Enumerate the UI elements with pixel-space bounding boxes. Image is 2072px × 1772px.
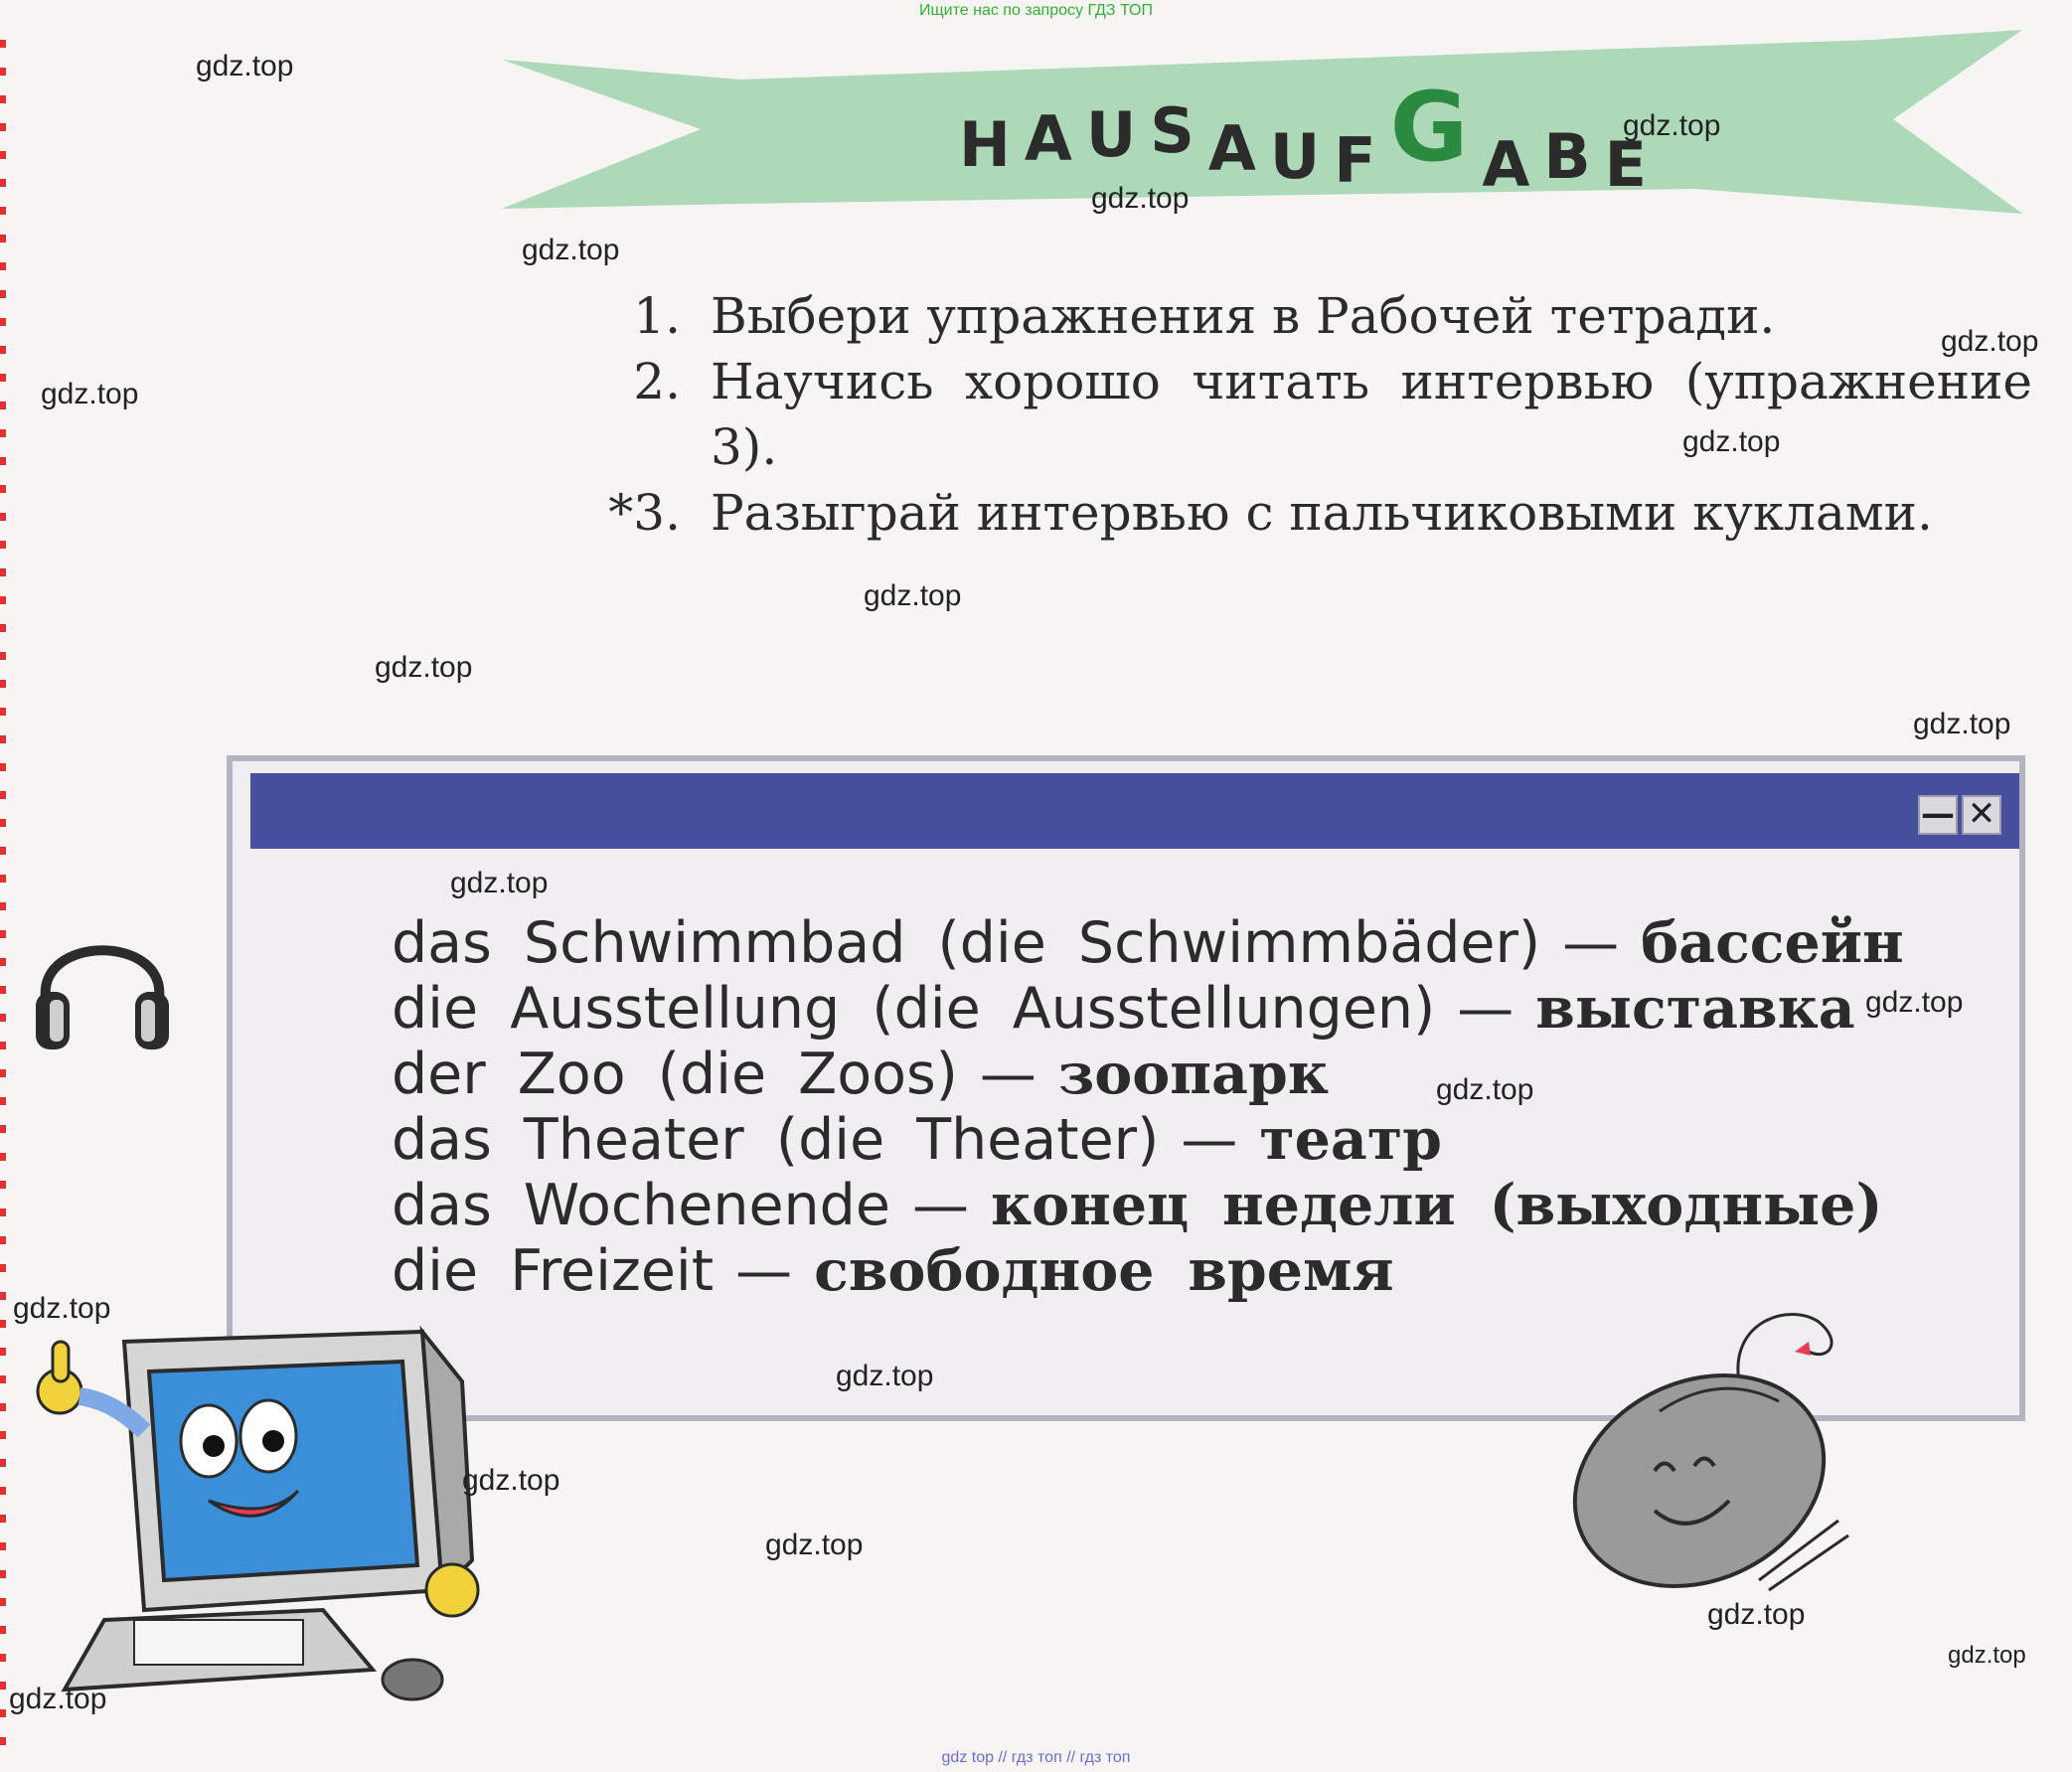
vocab-dash: — (735, 1238, 793, 1304)
watermark: gdz.top (1941, 325, 2039, 358)
watermark: gdz.top (864, 579, 962, 612)
vocab-russian: зоопарк (1057, 1041, 1329, 1107)
task-item (542, 480, 2032, 546)
headphones-icon (28, 904, 177, 1053)
watermark: gdz.top (1623, 109, 1721, 142)
vocab-row (392, 910, 1982, 976)
minimize-icon[interactable]: — (1918, 795, 1958, 835)
watermark: gdz.top (196, 50, 294, 82)
task-text: Научись хорошо читать интервью (упражнение 3). (711, 353, 2032, 476)
vocab-dash: — (911, 1173, 969, 1238)
watermark: gdz.top (1436, 1073, 1534, 1106)
vocab-dash: — (979, 1042, 1036, 1107)
vocab-german: die Ausstellung (die Ausstellungen) (392, 976, 1436, 1042)
task-item (542, 283, 2032, 349)
vocab-russian: конец недели (выходные) (990, 1172, 1883, 1238)
watermark: gdz.top (1682, 425, 1781, 458)
vocab-russian: свободное время (814, 1237, 1394, 1304)
watermark: gdz.top (462, 1464, 560, 1497)
watermark: gdz.top (450, 867, 549, 899)
vocab-row (392, 1107, 1982, 1173)
vocab-dash: — (1562, 910, 1620, 976)
watermark: gdz.top (41, 378, 139, 410)
vocabulary-list (392, 910, 1982, 1304)
page-title-hausaufgabe: HAUSAUFGABE (959, 72, 1661, 201)
bleed-through (0, 318, 15, 380)
vocab-row (392, 1042, 1982, 1107)
watermark: gdz.top (1091, 182, 1190, 215)
vocab-russian: театр (1259, 1106, 1443, 1173)
window-titlebar (250, 773, 2019, 849)
task-text: Разыграй интервью с пальчиковыми куклами. (711, 484, 1933, 542)
vocab-russian: выставка (1535, 975, 1855, 1042)
margin-dots (0, 40, 6, 1749)
close-icon[interactable]: ✕ (1962, 795, 2001, 835)
mouse-mascot (1560, 1282, 1888, 1620)
vocab-german: der Zoo (die Zoos) (392, 1042, 958, 1107)
watermark: gdz.top (1865, 986, 1964, 1019)
vocab-row (392, 1173, 1982, 1238)
watermark: gdz.top (375, 651, 473, 684)
vocab-dash: — (1181, 1107, 1238, 1173)
task-number: 1. (633, 287, 681, 345)
homework-tasks (542, 283, 2032, 546)
vocab-dash: — (1457, 976, 1514, 1042)
watermark: gdz.top (765, 1529, 864, 1561)
vocab-german: das Theater (die Theater) (392, 1107, 1160, 1173)
task-text: Выбери упражнения в Рабочей тетради. (711, 287, 1776, 345)
vocab-german: das Schwimmbad (die Schwimmbäder) (392, 910, 1541, 976)
vocab-german: das Wochenende (392, 1173, 890, 1238)
vocab-german: die Freizeit (392, 1238, 715, 1304)
computer-mascot (25, 1322, 492, 1719)
smiley-g-letter: G (1389, 72, 1483, 183)
task-item (542, 349, 2032, 480)
search-hint: Ищите нас по запросу ГДЗ ТОП (919, 2, 1153, 19)
vocab-russian: бассейн (1641, 909, 1904, 976)
vocab-row (392, 976, 1982, 1042)
watermark: gdz.top (13, 1292, 111, 1325)
task-number: 2. (633, 353, 681, 410)
watermark: gdz.top (1948, 1642, 2026, 1669)
watermark: gdz.top (1707, 1598, 1806, 1631)
watermark: gdz.top (1913, 708, 2011, 740)
watermark: gdz.top (9, 1683, 107, 1715)
footer-note: gdz top // гдз топ // гдз топ (941, 1749, 1131, 1766)
watermark: gdz.top (836, 1360, 934, 1392)
task-number: *3. (608, 484, 681, 542)
watermark: gdz.top (522, 234, 620, 266)
